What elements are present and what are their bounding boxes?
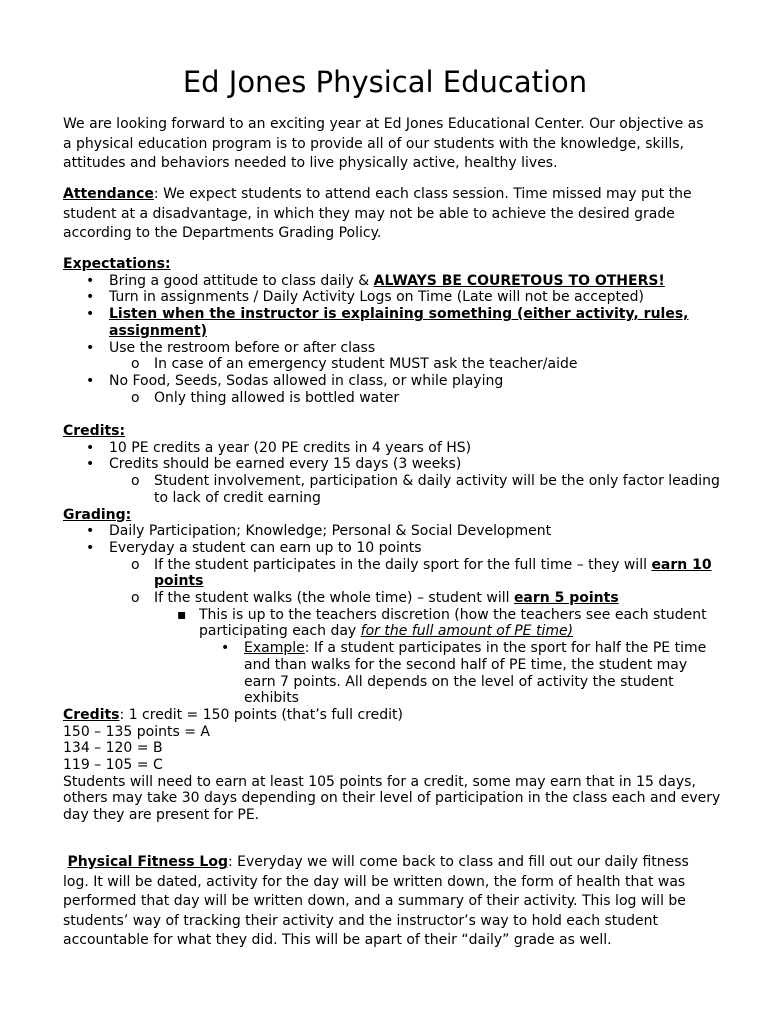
grading-heading: Grading: bbox=[63, 506, 132, 523]
circle-marker: o bbox=[131, 556, 140, 573]
bullet-marker: • bbox=[86, 306, 95, 323]
example-label: Example bbox=[244, 640, 305, 657]
list-item: • Bring a good attitude to class daily & ALWAYS BE COURETOUS TO OTHERS! bbox=[86, 272, 665, 289]
circle-marker: o bbox=[131, 473, 140, 490]
attendance-paragraph bbox=[63, 185, 713, 244]
grade-b-line: 134 – 120 = B bbox=[63, 740, 163, 757]
list-item: • No Food, Seeds, Sodas allowed in class, or while playing bbox=[86, 372, 504, 389]
grade-c-line: 119 – 105 = C bbox=[63, 757, 163, 774]
earn-10-emphasis: earn 10 points bbox=[154, 556, 712, 590]
list-subitem: • Example: If a student participates in the sport for half the PE time and than walks for the second half of PE time, the student may earn 7 points. All depends on the level of activity the student exhibits bbox=[221, 640, 707, 707]
bullet-marker: • bbox=[86, 523, 95, 540]
list-subitem: o If the student participates in the daily sport for the full time – they will earn 10 points bbox=[131, 556, 712, 590]
bullet-marker: • bbox=[221, 640, 230, 657]
fitness-log-paragraph: Physical Fitness Log: Everyday we will come back to class and fill out our daily fitness log. It will be dated, activity for the day will be written down, the form of health that was performed that day will be written down, and a summary of their activity. This log will be students’ way of tracking their activity and the instructor’s way to hold each student accountable for what they did. This will be apart of their “daily” grade as well. bbox=[63, 854, 689, 948]
list-item: • Use the restroom before or after class bbox=[86, 339, 376, 356]
list-subitem: o Only thing allowed is bottled water bbox=[131, 389, 400, 406]
circle-marker: o bbox=[131, 590, 140, 607]
bullet-marker: • bbox=[86, 539, 95, 556]
bullet-marker: • bbox=[86, 372, 95, 389]
credit-scale-heading: Credits bbox=[63, 706, 120, 723]
grade-a-line: 150 – 135 points = A bbox=[63, 723, 210, 740]
bullet-marker: • bbox=[86, 339, 95, 356]
bullet-marker: • bbox=[86, 272, 95, 289]
credits-heading: Credits: bbox=[63, 423, 126, 440]
bullet-marker: • bbox=[86, 289, 95, 306]
list-item: • Daily Participation; Knowledge; Personal & Social Development bbox=[86, 523, 552, 540]
policy-sections bbox=[63, 256, 723, 824]
list-item: • Turn in assignments / Daily Activity Logs on Time (Late will not be accepted) bbox=[86, 289, 644, 306]
circle-marker: o bbox=[131, 356, 140, 373]
square-marker: ▪ bbox=[177, 606, 187, 623]
list-subitem: o Student involvement, participation & daily activity will be the only factor leading to lack of credit earning bbox=[131, 473, 720, 506]
attendance-text: : We expect students to attend each class session. Time missed may put the student at a disadvantage, in which they may not be able to achieve the desired grade according to the Departments Grading Policy. bbox=[63, 186, 692, 241]
list-subitem: o If the student walks (the whole time) – student will earn 5 points bbox=[131, 590, 619, 607]
list-item: • Everyday a student can earn up to 10 points bbox=[86, 539, 422, 556]
list-item: • Listen when the instructor is explaining something (either activity, rules, assignment) bbox=[86, 306, 689, 339]
page-title: Ed Jones Physical Education bbox=[182, 65, 588, 99]
list-item: • Credits should be earned every 15 days (3 weeks) bbox=[86, 456, 462, 473]
fitness-log-heading: Physical Fitness Log bbox=[67, 854, 228, 870]
list-item: • 10 PE credits a year (20 PE credits in 4 years of HS) bbox=[86, 439, 472, 456]
list-subitem: ▪ This is up to the teachers discretion (how the teachers see each student participating each day for the full amount of PE time) bbox=[177, 606, 707, 640]
list-subitem: o In case of an emergency student MUST ask the teacher/aide bbox=[131, 356, 578, 373]
circle-marker: o bbox=[131, 389, 140, 406]
intro-paragraph: We are looking forward to an exciting year at Ed Jones Educational Center. Our objective as a physical education program is to provide all of our students with the knowledge, skills, attitudes and behaviors needed to live physically active, healthy lives. bbox=[63, 116, 704, 171]
credit-scale-line: Credits: 1 credit = 150 points (that’s full credit) bbox=[63, 706, 403, 723]
courteous-emphasis: ALWAYS BE COURETOUS TO OTHERS! bbox=[373, 272, 665, 289]
earn-5-emphasis: earn 5 points bbox=[513, 590, 619, 607]
bullet-marker: • bbox=[86, 439, 95, 456]
expectations-heading: Expectations: bbox=[63, 256, 171, 272]
credit-note: Students will need to earn at least 105 points for a credit, some may earn that in 15 days, others may take 30 days depending on their level of participation in the class each and every day they are present for PE. bbox=[63, 773, 721, 824]
attendance-heading: Attendance bbox=[63, 186, 154, 202]
bullet-marker: • bbox=[86, 456, 95, 473]
